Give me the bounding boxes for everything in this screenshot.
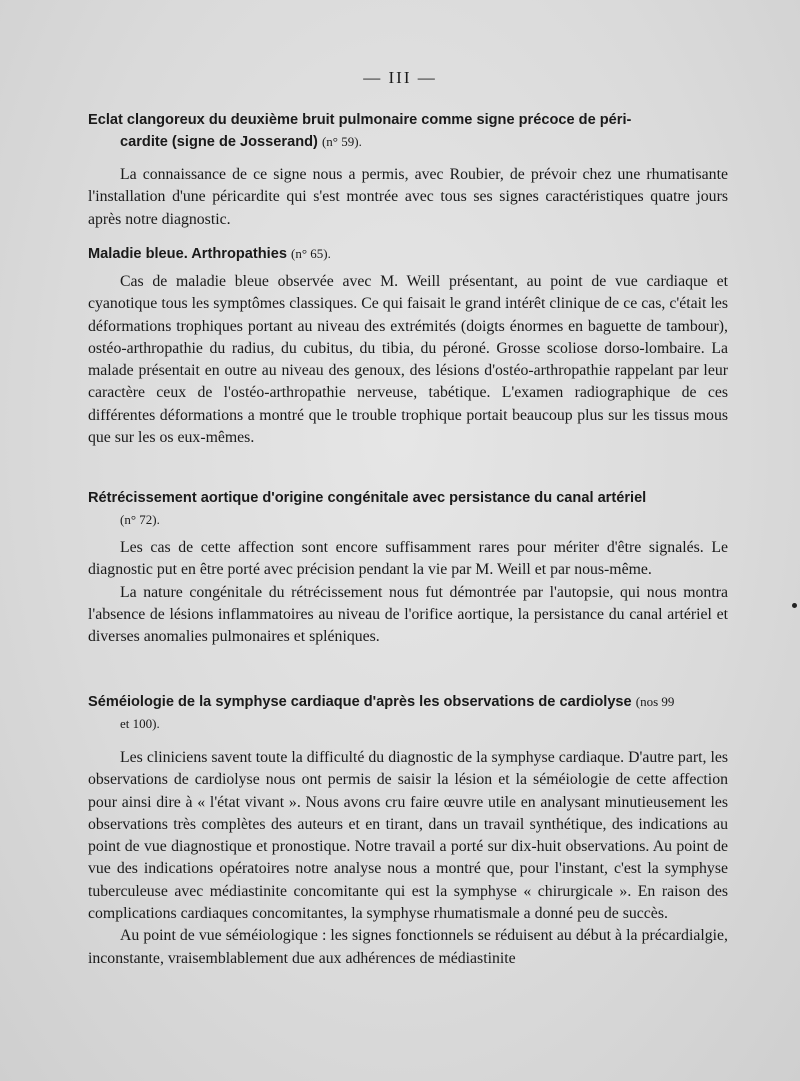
heading-continuation [88, 713, 728, 735]
heading-text: Maladie bleue. Arthropathies [88, 246, 287, 262]
reference-number: (n° 72). [120, 512, 160, 527]
reference-number: (nos 99 [635, 694, 675, 709]
section-symphyse-cardiaque [88, 691, 728, 970]
section-heading [88, 243, 728, 265]
section-retrecissement-aortique [88, 488, 728, 648]
section-maladie-bleue [88, 243, 728, 449]
reference-continuation: et 100). [120, 716, 160, 731]
heading-text: Rétrécissement aortique d'origine congénitale avec persistance du canal artériel [88, 490, 647, 506]
heading-cont-text: cardite (signe de Josserand) [120, 134, 318, 150]
paragraph: La connaissance de ce signe nous a permis, avec Roubier, de prévoir chez une rhumatisante l'installation d'une péricardite qui s'est montrée avec tous ses signes caractéristiques quatre jours après notre diagnostic. [88, 166, 728, 228]
heading-continuation [88, 509, 728, 531]
section-heading [88, 488, 728, 531]
paragraph: La nature congénitale du rétrécissement nous fut démontrée par l'autopsie, qui nous montra l'absence de lésions inflammatoires au niveau de l'orifice aortique, la persistance du canal artériel et diverses anomalies pulmonaires et spléniques. [88, 583, 728, 646]
page-number: — III — [363, 68, 437, 87]
paragraph: Les cliniciens savent toute la difficulté du diagnostic de la symphyse cardiaque. D'autre part, les observations de cardiolyse nous ont permis de saisir la lésion et la séméiologie de cette affection pour ainsi dire à « l'état vivant ». Nous avons cru faire œuvre utile en analysant minutieusement les observations très complètes des auteurs et en tirant, dans un travail synthétique, des indications au point de vue diagnostique et pronostique. Notre travail a porté sur dix-huit observations. Au point de vue des indications opératoires notre analyse nous a montré que, pour l'instant, c'est la symphyse tuberculeuse avec médiastinite concomitante qui est la symphyse « chirurgicale ». En raison des complications cardiaques concomitantes, la symphyse rhumatismale a donné peu de succès. [88, 749, 728, 923]
reference-number: (n° 65). [291, 246, 331, 261]
paragraph: Cas de maladie bleue observée avec M. Weill présentant, au point de vue cardiaque et cyanotique tous les symptômes classiques. Ce qui faisait le grand intérêt clinique de ce cas, c'était les déformations trophiques portant au niveau des extrémités (doigts énormes en baguette de tambour), ostéo-arthropathie du radius, du cubitus, du tibia, du péroné. Grosse scoliose dorso-lombaire. La malade présentait en outre au niveau des genoux, des lésions d'ostéo-arthropathie rappelant par leur caractère ceux de l'ostéo-arthropathie nerveuse, tabétique. L'examen radiographique de ces différentes déformations a montré que le trouble trophique portait beaucoup plus sur les tissus mous que sur les os eux-mêmes. [88, 273, 728, 447]
paragraph: Au point de vue séméiologique : les signes fonctionnels se réduisent au début à la précardialgie, inconstante, vraisemblablement due aux adhérences de médiastinite [88, 927, 728, 967]
ink-speck [792, 603, 797, 608]
section-heading [88, 691, 728, 735]
heading-text: Séméiologie de la symphyse cardiaque d'après les observations de cardiolyse [88, 694, 632, 710]
paragraph: Les cas de cette affection sont encore suffisamment rares pour mériter d'être signalés. Le diagnostic put en être porté avec précision pendant la vie par M. Weill et par nous-même. [88, 539, 728, 579]
section-pericardite [88, 110, 728, 231]
heading-continuation [88, 131, 728, 153]
heading-text: Eclat clangoreux du deuxième bruit pulmonaire comme signe précoce de péri- [88, 112, 632, 128]
section-heading [88, 110, 728, 153]
reference-number: (n° 59). [321, 134, 362, 149]
